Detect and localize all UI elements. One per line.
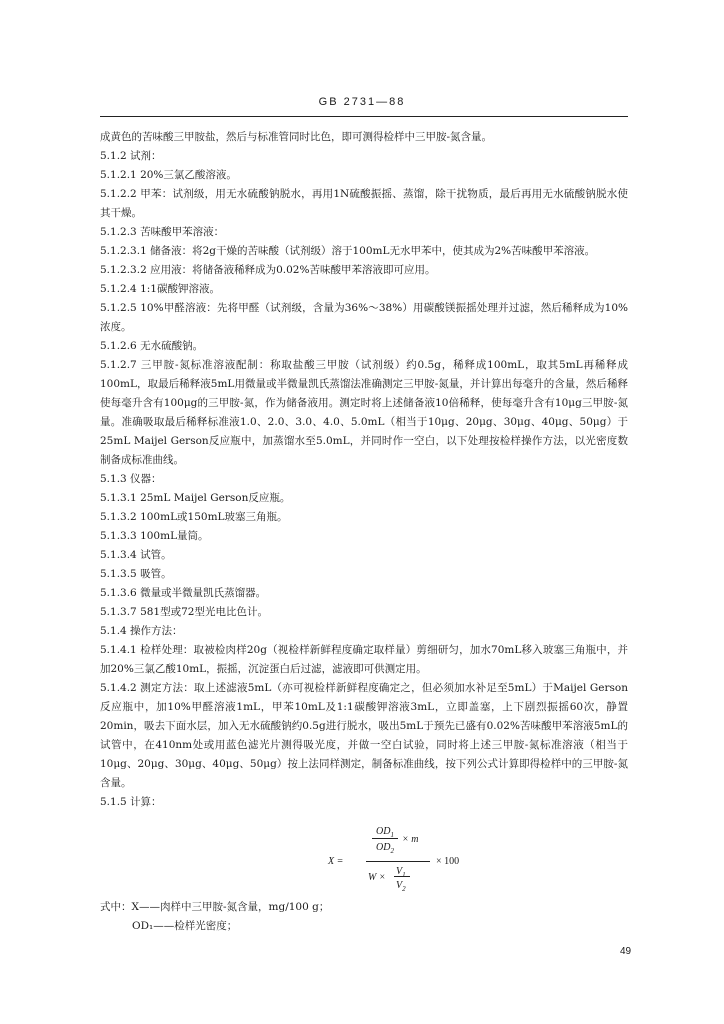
paragraph: 5.1.4.2 测定方法：取上述滤液5mL（亦可视检样新鲜程度确定之，但必须加水补足至5mL）于Maijel Gerson反应瓶中，加10%甲醛溶液1mL，甲苯10mL及1:1碳酸钾溶液3mL，立即盖塞，上下剧烈振摇60次，静置20min，吸去下面水层，加入无水硫酸钠约0.5g进行脱水，吸出5mL于预先已盛有0.02%苦味酸甲苯溶液5mL的试管中，在410nm处或用蓝色滤光片测得吸光度，并做一空白试验，同时将上述三甲胺-氮标准溶液（相当于10μg、20μg、30μg、40μg、50μg）按上法同样测定，制备标准曲线，按下列公式计算即得检样中的三甲胺-氮含量。 xyxy=(100,682,628,789)
paragraph: 5.1.2.3.2 应用液：将储备液稀释成为0.02%苦味酸甲苯溶液即可应用。 xyxy=(100,264,436,276)
definition-line xyxy=(100,917,628,936)
paragraph: 5.1.3 仪器： xyxy=(100,473,162,485)
formula-times-100: × 100 xyxy=(436,856,460,867)
document-body xyxy=(100,128,628,936)
formula-lhs: X = xyxy=(328,856,344,867)
od1-subscript: 1 xyxy=(390,831,394,839)
paragraph: 5.1.3.2 100mL或150mL玻塞三角瓶。 xyxy=(100,511,288,523)
paragraph: 5.1.2.2 甲苯：试剂级，用无水硫酸钠脱水，再用1N硫酸振摇、蒸馏，除干扰物质，最后再用无水硫酸钠脱水使其干燥。 xyxy=(100,188,628,219)
v2-subscript: 2 xyxy=(402,885,406,893)
formula-times-m: × m xyxy=(402,834,419,845)
definition-symbol: OD₁—— xyxy=(132,920,175,932)
paragraph: 5.1.2.4 1:1碳酸钾溶液。 xyxy=(100,283,220,295)
paragraph: 5.1.3.6 微量或半微量凯氏蒸馏器。 xyxy=(100,587,267,599)
paragraph: 5.1.2.1 20%三氯乙酸溶液。 xyxy=(100,169,237,181)
definition-symbol: 式中：X—— xyxy=(100,901,160,913)
definition-text: 检样光密度； xyxy=(174,920,238,932)
formula-v2 xyxy=(396,876,406,899)
paragraph: 5.1.4.1 检样处理：取被检肉样20g（视检样新鲜程度确定取样量）剪细研匀，加水70mL移入玻塞三角瓶中，并加20%三氯乙酸10mL，振摇，沉淀蛋白后过滤，滤液即可供测定用。 xyxy=(100,644,628,675)
page-header: GB 2731—88 xyxy=(318,96,406,108)
v2-symbol: V xyxy=(396,880,403,891)
paragraph: 5.1.3.7 581型或72型光电比色计。 xyxy=(100,606,268,618)
paragraph: 成黄色的苦味酸三甲胺盐，然后与标准管同时比色，即可测得检样中三甲胺-氮含量。 xyxy=(100,131,493,143)
calculation-formula xyxy=(100,818,628,894)
page-number: 49 xyxy=(620,946,632,957)
paragraph: 5.1.2 试剂： xyxy=(100,150,162,162)
v1-subscript: 1 xyxy=(402,871,406,879)
paragraph: 5.1.3.1 25mL Maijel Gerson反应瓶。 xyxy=(100,492,291,504)
paragraph: 5.1.3.3 100mL量筒。 xyxy=(100,530,209,542)
v1-symbol: V xyxy=(396,866,403,877)
paragraph: 5.1.2.3 苦味酸甲苯溶液： xyxy=(100,226,225,238)
od2-symbol: OD xyxy=(376,842,391,853)
header-rule xyxy=(100,116,628,117)
paragraph: 5.1.2.7 三甲胺-氮标准溶液配制：称取盐酸三甲胺（试剂级）约0.5g，稀释成100mL，取其5mL再稀释成100mL，取最后稀释液5mL用微量或半微量凯氏蒸馏法准确测定三甲胺-氮量，并计算出每毫升的含量，然后稀释使每毫升含有100μg的三甲胺-氮，作为储备液用。测定时将上述储备液10倍稀释，使每毫升含有10μg三甲胺-氮量。准确吸取最后稀释标准液1.0、2.0、3.0、4.0、5.0mL（相当于10μg、20μg、30μg、40μg、50μg）于25mL Maijel Gerson反应瓶中，加蒸馏水至5.0mL，并同时作一空白，以下处理按检样操作方法，以光密度数制备成标准曲线。 xyxy=(100,359,628,466)
formula-w: W × xyxy=(368,872,386,883)
paragraph: 5.1.2.5 10%甲醛溶液：先将甲醛（试剂级，含量为36%～38%）用碳酸镁振摇处理并过滤，然后稀释成为10%浓度。 xyxy=(100,302,628,333)
od2-subscript: 2 xyxy=(390,847,394,855)
paragraph: 5.1.3.5 吸管。 xyxy=(100,568,172,580)
formula-od2 xyxy=(376,838,394,861)
paragraph: 5.1.4 操作方法： xyxy=(100,625,183,637)
definition-text: 肉样中三甲胺-氮含量，mg/100 g； xyxy=(159,901,330,913)
paragraph: 5.1.3.4 试管。 xyxy=(100,549,172,561)
od1-symbol: OD xyxy=(376,826,391,837)
paragraph: 5.1.2.6 无水硫酸钠。 xyxy=(100,340,204,352)
paragraph: 5.1.2.3.1 储备液：将2g干燥的苦味酸（试剂级）溶于100mL无水甲苯中，使其成为2%苦味酸甲苯溶液。 xyxy=(100,245,596,257)
paragraph: 5.1.5 计算： xyxy=(100,796,162,808)
definition-line xyxy=(100,898,628,917)
